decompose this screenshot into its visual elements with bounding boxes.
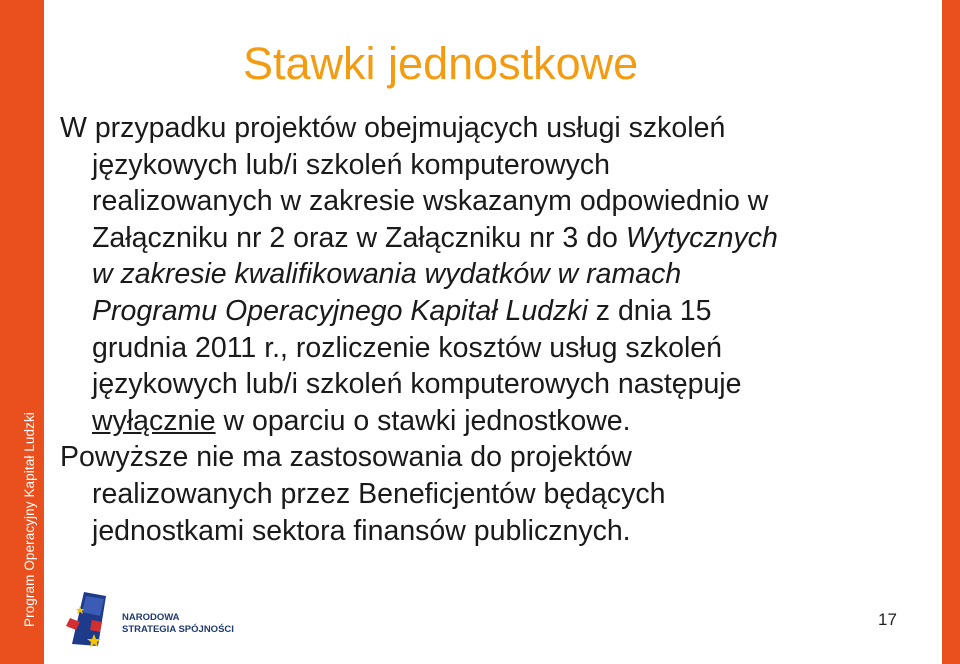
emphasized-word: wyłącznie: [92, 404, 216, 437]
document-reference-italic: w zakresie kwalifikowania wydatków w ramach: [92, 258, 682, 291]
left-accent-bar: [0, 0, 44, 664]
page-number: 17: [878, 610, 897, 629]
text-line: grudnia 2011 r., rozliczenie kosztów usług szkoleń: [92, 331, 722, 364]
right-accent-bar: [942, 0, 960, 664]
text-segment: z dnia 15: [587, 294, 712, 327]
text-segment: Załączniku nr 2 oraz w Załączniku nr 3 do: [92, 221, 626, 254]
program-name-vertical: Program Operacyjny Kapitał Ludzki: [22, 412, 37, 627]
text-line: [60, 293, 930, 330]
document-reference-italic: Programu Operacyjnego Kapitał Ludzki: [92, 294, 588, 327]
text-line: językowych lub/i szkoleń komputerowych: [92, 148, 610, 181]
text-line: realizowanych w zakresie wskazanym odpowiednio w: [92, 185, 769, 218]
slide-title: Stawki jednostkowe: [243, 38, 639, 89]
text-line: Powyższe nie ma zastosowania do projektów: [60, 441, 632, 474]
text-line: językowych lub/i szkoleń komputerowych następuje: [92, 368, 742, 401]
logo-line: NARODOWA: [122, 612, 180, 623]
slide-body: [60, 110, 930, 549]
text-line: [60, 403, 930, 440]
text-line: realizowanych przez Beneficjentów będących: [92, 477, 666, 510]
document-reference-italic: Wytycznych: [625, 221, 778, 254]
logo-wordmark: [122, 612, 234, 636]
text-line: [60, 220, 930, 257]
paragraph-2: [60, 439, 930, 549]
logo-line: STRATEGIA SPÓJNOŚCI: [122, 624, 234, 635]
text-line: jednostkami sektora finansów publicznych.: [92, 514, 631, 547]
paragraph-1: [60, 110, 930, 439]
text-line: W przypadku projektów obejmujących usługi szkoleń: [60, 112, 726, 144]
text-segment: w oparciu o stawki jednostkowe.: [215, 404, 631, 437]
text-line: [60, 256, 930, 293]
